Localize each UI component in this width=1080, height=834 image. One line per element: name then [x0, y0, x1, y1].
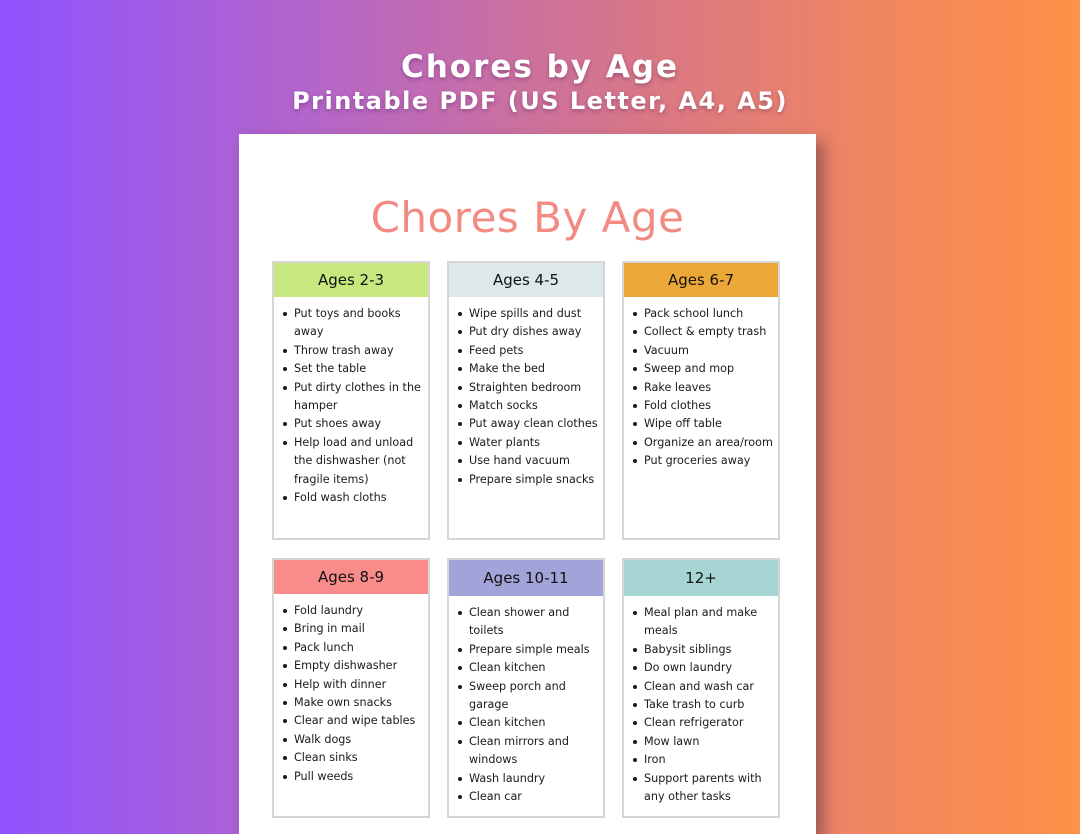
chore-list-ages-8-9: [274, 594, 428, 786]
card-ages-6-7: [622, 261, 780, 540]
chore-item: Put toys and books away: [294, 305, 424, 342]
chore-item: Iron: [644, 751, 774, 769]
chore-item: Match socks: [469, 397, 599, 415]
chore-item: Put dry dishes away: [469, 323, 599, 341]
chore-item: Clean and wash car: [644, 678, 774, 696]
document-title: Chores By Age: [370, 193, 685, 242]
chore-item: Wipe spills and dust: [469, 305, 599, 323]
chore-list-ages-6-7: [624, 297, 778, 471]
chore-item: Pack lunch: [294, 639, 424, 657]
chore-item: Mow lawn: [644, 733, 774, 751]
banner-subtitle: Printable PDF (US Letter, A4, A5): [292, 87, 788, 115]
chore-item: Clean mirrors and windows: [469, 733, 599, 770]
chore-item: Fold clothes: [644, 397, 774, 415]
chore-item: Clear and wipe tables: [294, 712, 424, 730]
chore-item: Empty dishwasher: [294, 657, 424, 675]
chore-item: Help load and unload the dishwasher (not fragile items): [294, 434, 424, 489]
chore-item: Rake leaves: [644, 379, 774, 397]
chore-item: Walk dogs: [294, 731, 424, 749]
banner-title: Chores by Age: [400, 49, 680, 85]
chore-item: Put groceries away: [644, 452, 774, 470]
chore-item: Support parents with any other tasks: [644, 770, 774, 807]
card-header-ages-8-9: Ages 8-9: [274, 560, 428, 594]
chore-item: Fold laundry: [294, 602, 424, 620]
chore-list-ages-4-5: [449, 297, 603, 489]
card-header-ages-6-7: Ages 6-7: [624, 263, 778, 297]
card-ages-12-plus: [622, 558, 780, 818]
card-header-ages-12-plus: 12+: [624, 560, 778, 596]
card-ages-8-9: [272, 558, 430, 818]
chore-item: Do own laundry: [644, 659, 774, 677]
card-header-ages-4-5: Ages 4-5: [449, 263, 603, 297]
chore-item: Clean kitchen: [469, 714, 599, 732]
chore-item: Sweep porch and garage: [469, 678, 599, 715]
chore-item: Sweep and mop: [644, 360, 774, 378]
chore-item: Make own snacks: [294, 694, 424, 712]
chore-list-ages-12-plus: [624, 596, 778, 806]
chore-item: Clean refrigerator: [644, 714, 774, 732]
chore-item: Prepare simple snacks: [469, 471, 599, 489]
chore-item: Water plants: [469, 434, 599, 452]
chore-item: Fold wash cloths: [294, 489, 424, 507]
card-ages-2-3: [272, 261, 430, 540]
chore-item: Put away clean clothes: [469, 415, 599, 433]
chore-item: Babysit siblings: [644, 641, 774, 659]
card-header-ages-10-11: Ages 10-11: [449, 560, 603, 596]
chore-list-ages-10-11: [449, 596, 603, 806]
chore-item: Organize an area/room: [644, 434, 774, 452]
chore-item: Clean kitchen: [469, 659, 599, 677]
chore-item: Feed pets: [469, 342, 599, 360]
chore-item: Set the table: [294, 360, 424, 378]
chore-item: Wipe off table: [644, 415, 774, 433]
card-ages-10-11: [447, 558, 605, 818]
chore-item: Straighten bedroom: [469, 379, 599, 397]
chore-item: Make the bed: [469, 360, 599, 378]
chore-item: Put dirty clothes in the hamper: [294, 379, 424, 416]
chore-item: Vacuum: [644, 342, 774, 360]
chore-item: Use hand vacuum: [469, 452, 599, 470]
chore-item: Put shoes away: [294, 415, 424, 433]
chore-item: Take trash to curb: [644, 696, 774, 714]
chore-item: Prepare simple meals: [469, 641, 599, 659]
chore-item: Meal plan and make meals: [644, 604, 774, 641]
chore-item: Clean car: [469, 788, 599, 806]
card-header-ages-2-3: Ages 2-3: [274, 263, 428, 297]
chore-item: Bring in mail: [294, 620, 424, 638]
chore-item: Throw trash away: [294, 342, 424, 360]
chore-list-ages-2-3: [274, 297, 428, 507]
chore-item: Collect & empty trash: [644, 323, 774, 341]
chore-item: Clean sinks: [294, 749, 424, 767]
chore-item: Help with dinner: [294, 676, 424, 694]
chore-item: Wash laundry: [469, 770, 599, 788]
listing-banner: [0, 48, 1080, 116]
card-ages-4-5: [447, 261, 605, 540]
chore-item: Pack school lunch: [644, 305, 774, 323]
chore-item: Pull weeds: [294, 768, 424, 786]
chore-item: Clean shower and toilets: [469, 604, 599, 641]
